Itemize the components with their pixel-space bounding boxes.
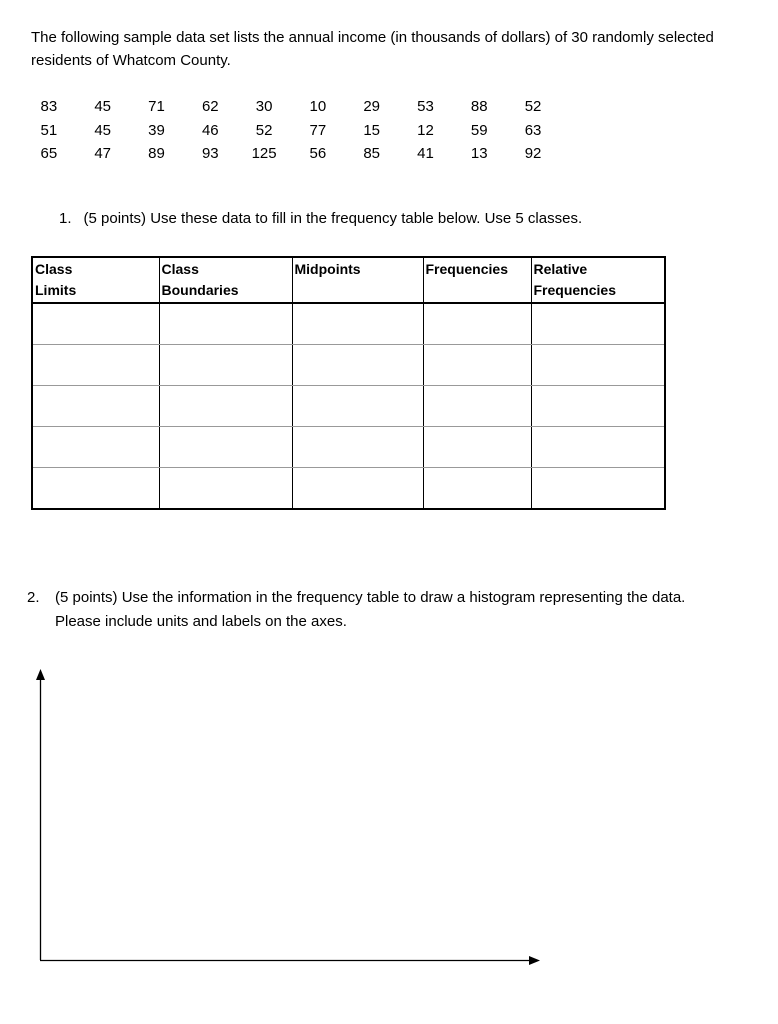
intro-text: The following sample data set lists the annual income (in thousands of dollars) of 30 randomly selected residents of Whatcom County. xyxy=(31,29,714,69)
data-value: 10 xyxy=(309,98,327,116)
table-header-line: Limits xyxy=(35,282,77,298)
data-value: 62 xyxy=(201,98,219,116)
data-value: 30 xyxy=(255,98,273,116)
table-header-line: Class xyxy=(35,261,73,277)
data-value: 13 xyxy=(470,145,488,163)
data-value: 88 xyxy=(470,98,488,116)
data-value: 63 xyxy=(524,121,542,139)
table-header-line: Frequencies xyxy=(533,282,616,298)
data-value: 41 xyxy=(417,145,434,163)
data-value: 51 xyxy=(40,121,58,139)
table-header-line: Midpoints xyxy=(294,261,361,277)
question-2-line1: (5 points) Use the information in the frequency table to draw a histogram representing the data. xyxy=(55,589,686,606)
x-axis-arrow-icon xyxy=(529,956,540,965)
data-value: 47 xyxy=(94,145,112,163)
data-value: 39 xyxy=(148,121,165,139)
data-value: 45 xyxy=(94,98,112,116)
data-value: 92 xyxy=(524,145,542,163)
question-2-number: 2. xyxy=(27,589,40,606)
data-value: 53 xyxy=(417,98,434,116)
data-value: 71 xyxy=(148,98,165,116)
data-value: 29 xyxy=(363,98,381,116)
y-axis-arrow-icon xyxy=(36,669,45,680)
question-1-text: (5 points) Use these data to fill in the frequency table below. Use 5 classes. xyxy=(83,210,583,227)
data-value: 45 xyxy=(94,121,112,139)
data-value: 89 xyxy=(148,145,165,163)
data-value: 15 xyxy=(363,121,381,139)
data-value: 65 xyxy=(40,145,58,163)
table-header-line: Boundaries xyxy=(161,282,239,298)
data-value: 59 xyxy=(470,121,488,139)
data-value: 125 xyxy=(251,145,277,163)
table-header-line: Class xyxy=(161,261,199,277)
table-header-line: Frequencies xyxy=(425,261,508,277)
data-value: 56 xyxy=(309,145,327,163)
question-1-number: 1. xyxy=(59,210,72,227)
data-value: 52 xyxy=(524,98,542,116)
data-value: 77 xyxy=(309,121,327,139)
data-value: 93 xyxy=(201,145,219,163)
table-header-line: Relative xyxy=(533,261,588,277)
question-2-line2: Please include units and labels on the axes. xyxy=(55,613,347,630)
data-value: 83 xyxy=(40,98,58,116)
data-value: 46 xyxy=(201,121,219,139)
data-value: 12 xyxy=(417,121,434,139)
data-value: 52 xyxy=(255,121,273,139)
data-value: 85 xyxy=(363,145,381,163)
